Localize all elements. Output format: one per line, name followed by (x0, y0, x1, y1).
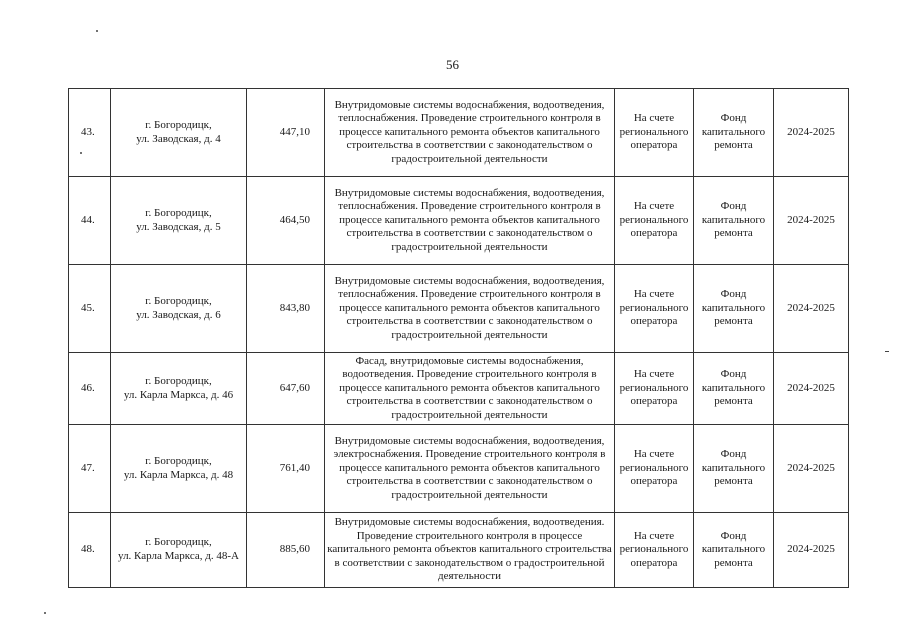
address-city: г. Богородицк, (145, 294, 212, 307)
period-cell: 2024-2025 (774, 353, 849, 425)
row-number: 44. (69, 177, 111, 265)
period-cell: 2024-2025 (774, 89, 849, 177)
fund-cell: Фонд капитального ремонта (694, 353, 774, 425)
works-cell: Внутридомовые системы водоснабжения, водоотведения. Проведение строительного контроля в процессе капитального ремонта объектов капитального строительства в соответствии с законодательством о градостроительной деятельности (325, 513, 615, 588)
area-cell: 447,10 (247, 89, 325, 177)
address-cell (111, 177, 247, 265)
page-number: 56 (446, 57, 459, 72)
works-cell: Внутридомовые системы водоснабжения, водоотведения, теплоснабжения. Проведение строительного контроля в процессе капитального ремонта объектов капитального строительства в соответствии с законодательством о градостроительной деятельности (325, 265, 615, 353)
period-cell: 2024-2025 (774, 425, 849, 513)
account-cell: На счете регионального оператора (615, 177, 694, 265)
address-street: ул. Карла Маркса, д. 48-А (118, 550, 239, 562)
account-cell: На счете регионального оператора (615, 425, 694, 513)
period-cell: 2024-2025 (774, 265, 849, 353)
address-street: ул. Карла Маркса, д. 48 (123, 468, 234, 481)
account-cell: На счете регионального оператора (615, 353, 694, 425)
scan-speck (44, 612, 46, 614)
fund-cell: Фонд капитального ремонта (694, 425, 774, 513)
row-number: 45. (69, 265, 111, 353)
address-street: ул. Карла Маркса, д. 46 (123, 388, 234, 401)
address-street: ул. Заводская, д. 5 (136, 220, 221, 233)
table-row (69, 513, 849, 588)
address-city: г. Богородицк, (145, 454, 212, 467)
area-cell: 885,60 (247, 513, 325, 588)
account-cell: На счете регионального оператора (615, 89, 694, 177)
row-number: 46. (69, 353, 111, 425)
row-number: 48. (69, 513, 111, 588)
fund-cell: Фонд капитального ремонта (694, 513, 774, 588)
table-row (69, 353, 849, 425)
area-cell: 647,60 (247, 353, 325, 425)
period-cell: 2024-2025 (774, 513, 849, 588)
address-street: ул. Заводская, д. 4 (136, 132, 221, 145)
fund-cell: Фонд капитального ремонта (694, 265, 774, 353)
fund-cell: Фонд капитального ремонта (694, 89, 774, 177)
scan-speck (96, 30, 98, 32)
address-city: г. Богородицк, (145, 374, 212, 387)
address-city: г. Богородицк, (145, 118, 212, 131)
works-cell: Внутридомовые системы водоснабжения, водоотведения, теплоснабжения. Проведение строительного контроля в процессе капитального ремонта объектов капитального строительства в соответствии с законодательством о градостроительной деятельности (325, 89, 615, 177)
row-number: 47. (69, 425, 111, 513)
scan-speck (80, 152, 82, 154)
works-cell: Внутридомовые системы водоснабжения, водоотведения, электроснабжения. Проведение строительного контроля в процессе капитального ремонта объектов капитального строительства в соответствии с законодательством о градостроительной деятельности (325, 425, 615, 513)
works-cell: Внутридомовые системы водоснабжения, водоотведения, теплоснабжения. Проведение строительного контроля в процессе капитального ремонта объектов капитального строительства в соответствии с законодательством о градостроительной деятельности (325, 177, 615, 265)
address-city: г. Богородицк, (145, 206, 212, 219)
table-row (69, 425, 849, 513)
address-cell (111, 265, 247, 353)
works-cell: Фасад, внутридомовые системы водоснабжения, водоотведения. Проведение строительного контроля в процессе капитального ремонта объектов капитального строительства в соответствии с законодательством о градостроительной деятельности (325, 353, 615, 425)
account-cell: На счете регионального оператора (615, 513, 694, 588)
table-row (69, 89, 849, 177)
account-cell: На счете регионального оператора (615, 265, 694, 353)
area-cell: 464,50 (247, 177, 325, 265)
address-cell (111, 513, 247, 588)
area-cell: 761,40 (247, 425, 325, 513)
repair-works-table (68, 88, 849, 588)
table-row (69, 177, 849, 265)
address-cell (111, 89, 247, 177)
fund-cell: Фонд капитального ремонта (694, 177, 774, 265)
table-row (69, 265, 849, 353)
address-cell (111, 425, 247, 513)
scan-speck (885, 351, 889, 352)
address-city: г. Богородицк, (145, 536, 212, 549)
address-cell (111, 353, 247, 425)
period-cell: 2024-2025 (774, 177, 849, 265)
address-street: ул. Заводская, д. 6 (136, 308, 221, 321)
row-number: 43. (69, 89, 111, 177)
area-cell: 843,80 (247, 265, 325, 353)
